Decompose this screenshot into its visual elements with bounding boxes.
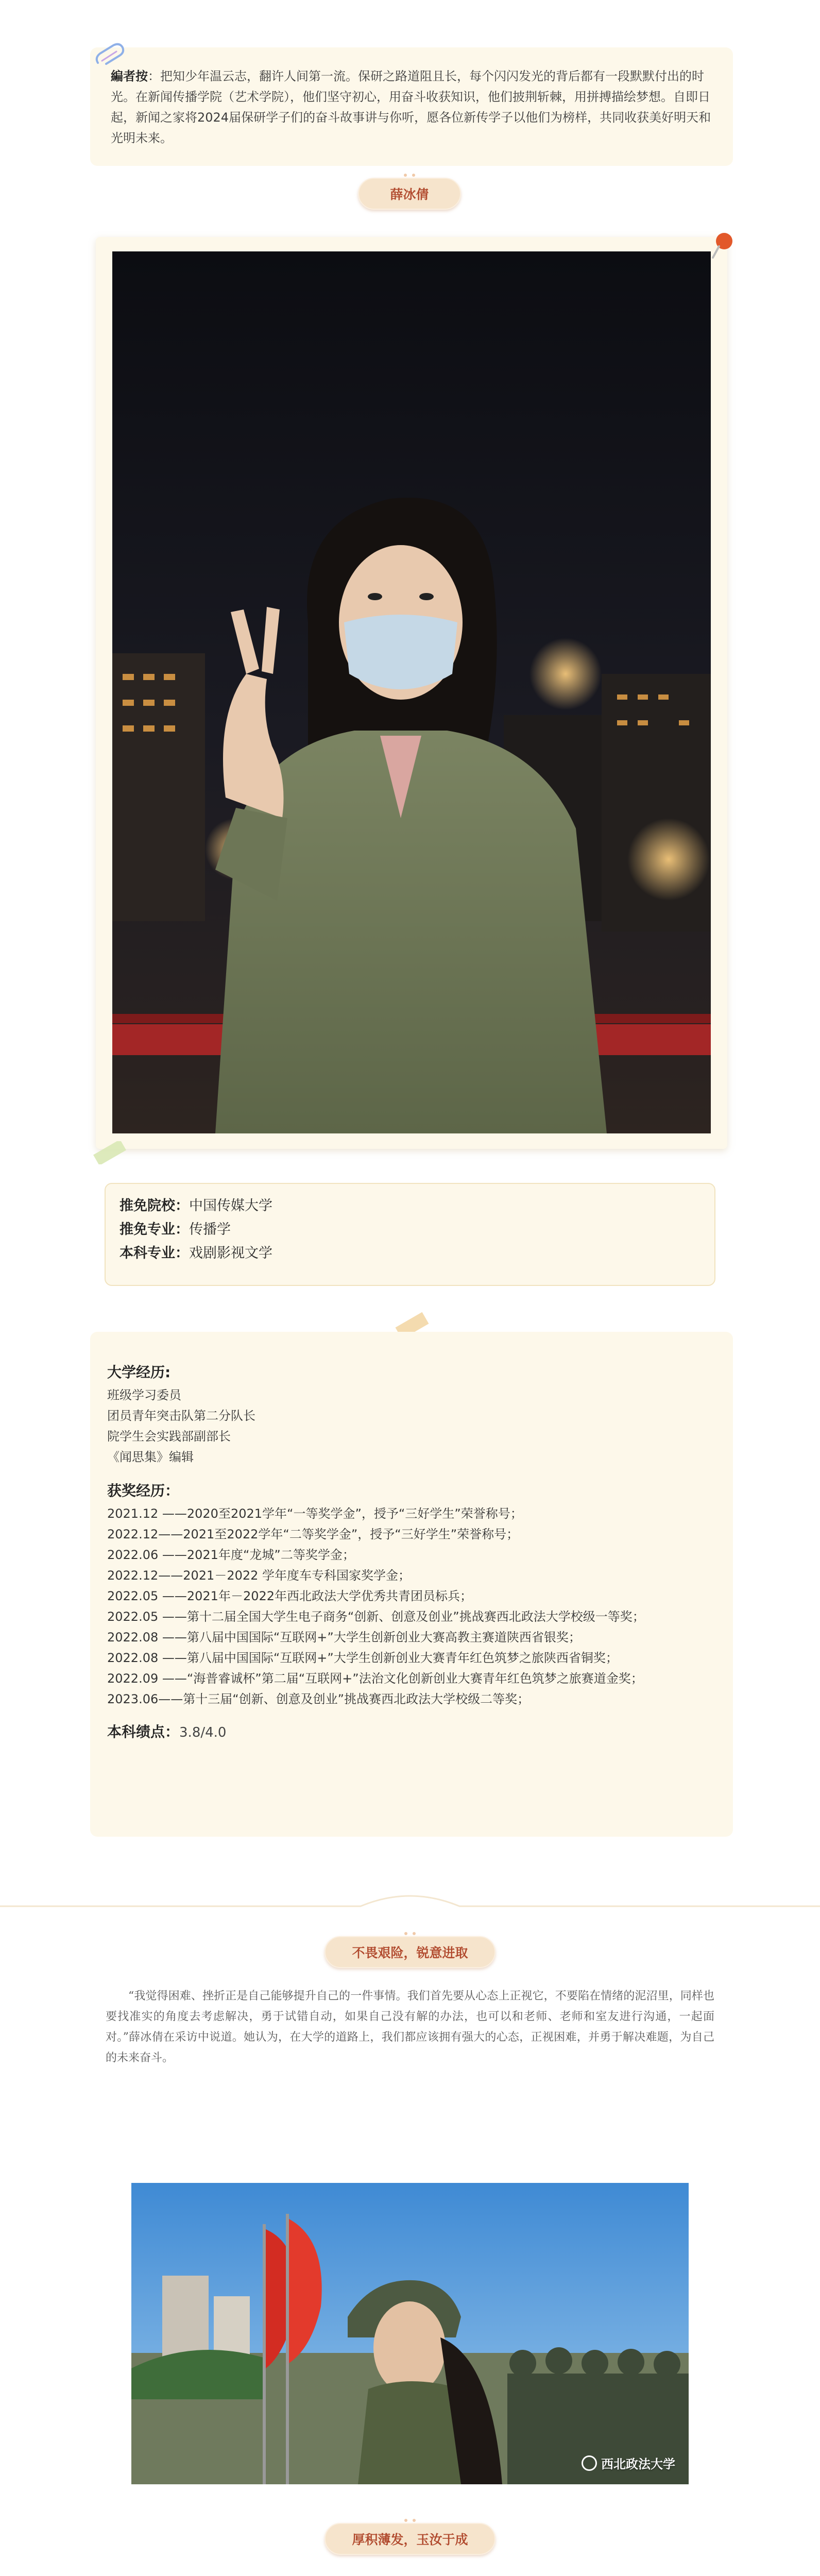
name-pill: [358, 178, 461, 210]
profile-rows: [119, 1194, 696, 1265]
intro-body: ：把知少年温云志，翻许人间第一流。保研之路道阻且长，每个闪闪发光的背后都有一段默默付出的时光。在新闻传播学院（艺术学院），他们坚守初心，用奋斗收获知识，他们披荆斩棘，用拼搏描绘梦想。自即日起，新闻之家将2024届保研学子们的奋斗故事讲与你听，愿各位新传学子以他们为榜样，共同收获美好明天和光明未来。: [111, 69, 711, 145]
section-title-pill: [324, 1936, 496, 1968]
pushpin-icon: [710, 231, 736, 260]
profile-major-value: 传播学: [189, 1222, 231, 1238]
name-label: 薛冰倩: [390, 187, 429, 202]
award-item: 2022.06 ——2021年度“龙城”二等奖学金；: [107, 1548, 355, 1562]
section-title: 不畏艰险，锐意进取: [352, 1945, 468, 1960]
tape-decoration: [92, 1141, 128, 1164]
section-title-pill: [324, 2523, 496, 2555]
university-item: 班级学习委员: [107, 1388, 181, 1402]
profile-undergrad-label: 本科专业：: [119, 1245, 189, 1261]
portrait-photo-image: [112, 251, 711, 1133]
military-training-photo: [131, 2183, 689, 2484]
awards-title: 获奖经历：: [107, 1482, 180, 1499]
award-item: 2022.05 ——2021年－2022年西北政法大学优秀共青团员标兵；: [107, 1589, 473, 1603]
award-item: 2022.12——2021至2022学年“二等奖学金”，授予“三好学生”荣誉称号；: [107, 1527, 519, 1541]
section-title: 厚积薄发，玉汝于成: [352, 2532, 468, 2547]
university-title: 大学经历:: [107, 1364, 171, 1381]
gpa-row: [107, 1720, 715, 1745]
profile-school-value: 中国传媒大学: [189, 1198, 272, 1214]
university-item: 团员青年突击队第二分队长: [107, 1409, 255, 1423]
experience-content: [107, 1360, 715, 1745]
profile-undergrad-value: 戏剧影视文学: [189, 1245, 272, 1261]
award-item: 2021.12 ——2020至2021学年“一等奖学金”，授予“三好学生”荣誉称号；: [107, 1506, 523, 1521]
pill-dots: [359, 174, 460, 177]
school-logo-icon: [582, 2455, 597, 2471]
gpa-value: 3.8/4.0: [179, 1725, 227, 1740]
award-item: 2022.12——2021－2022 学年度车专科国家奖学金；: [107, 1568, 411, 1583]
profile-row-school: [119, 1194, 696, 1218]
profile-school-label: 推免院校：: [119, 1198, 189, 1214]
award-item: 2022.05 ——第十二届全国大学生电子商务“创新、创意及创业”挑战赛西北政法大学校级一等奖；: [107, 1609, 645, 1624]
portrait-photo: [112, 251, 711, 1133]
section-divider: [0, 1880, 820, 1911]
photo-watermark: [582, 2454, 675, 2472]
profile-major-label: 推免专业：: [119, 1222, 189, 1238]
award-item: 2023.06——第十三届“创新、创意及创业”挑战赛西北政法大学校级二等奖；: [107, 1692, 530, 1706]
university-item: 院学生会实践部副部长: [107, 1429, 231, 1444]
gpa-label: 本科绩点：: [107, 1723, 180, 1740]
award-item: 2022.08 ——第八届中国国际“互联网+”大学生创新创业大赛高教主赛道陕西省银奖；: [107, 1630, 581, 1645]
section-text: “我觉得困难、挫折正是自己能够提升自己的一件事情。我们首先要从心态上正视它，不要陷在情绪的泥沼里，同样也要找准实的角度去考虑解决，勇于试错自动，如果自己没有解的办法，也可以和老师、老师和室友进行沟通，一起面对。”薛冰倩在采访中说道。她认为，在大学的道路上，我们都应该拥有强大的心态，正视困难，并勇于解决难题，为自己的未来奋斗。: [106, 1990, 714, 2064]
profile-row-undergrad: [119, 1242, 696, 1265]
university-item: 《闻思集》编辑: [107, 1450, 194, 1464]
intro-text: [111, 66, 713, 148]
section-text: [106, 2573, 714, 2576]
award-item: 2022.08 ——第八届中国国际“互联网+”大学生创新创业大赛青年红色筑梦之旅陕西省铜奖；: [107, 1651, 618, 1665]
military-training-photo-image: [131, 2183, 689, 2484]
award-item: 2022.09 ——“海普睿诚杯”第二届“互联网+”法治文化创新创业大赛青年红色筑梦之旅赛道金奖；: [107, 1671, 643, 1686]
profile-row-major: [119, 1218, 696, 1242]
intro-label: 編者按: [111, 69, 148, 83]
watermark-text: 西北政法大学: [601, 2457, 675, 2471]
